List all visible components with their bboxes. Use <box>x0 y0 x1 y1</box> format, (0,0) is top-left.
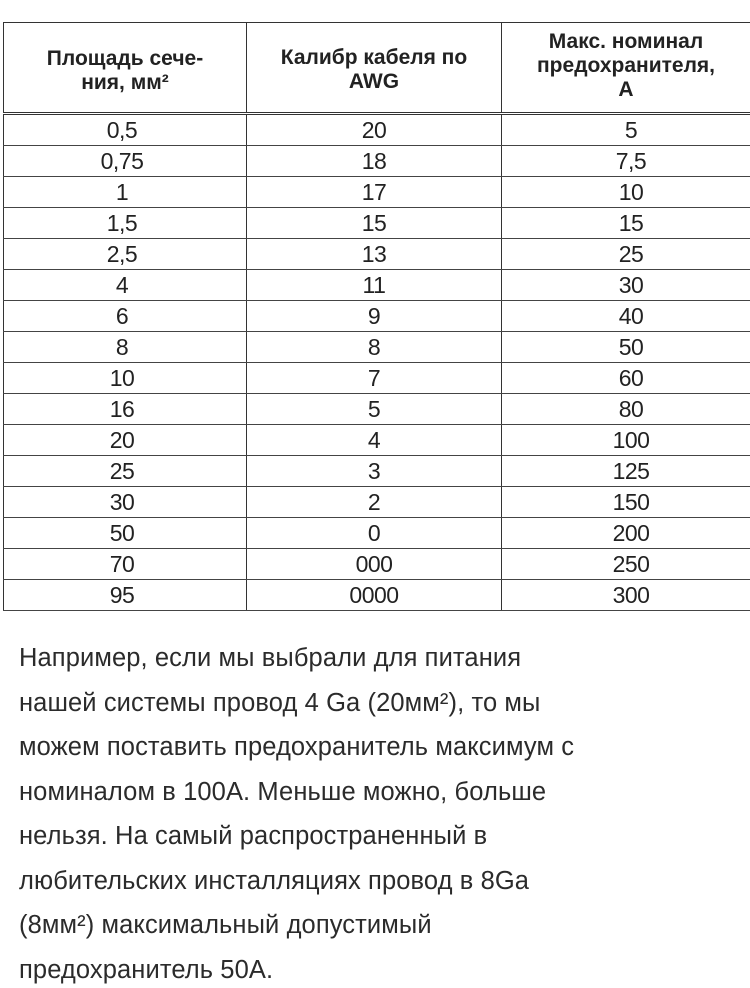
table-header-row <box>4 23 750 114</box>
cell-awg: 0 <box>247 518 502 549</box>
cell-fuse: 15 <box>502 208 750 239</box>
cell-fuse: 125 <box>502 456 750 487</box>
table-row <box>4 487 750 518</box>
header-awg-gauge-text: Калибр кабеля по AWG <box>280 45 468 93</box>
cell-cross-section: 0,75 <box>4 146 247 177</box>
cell-awg: 7 <box>247 363 502 394</box>
table-row <box>4 549 750 580</box>
table-row <box>4 363 750 394</box>
header-cross-section-text: Площадь сече-ния, мм² <box>46 46 204 94</box>
cell-fuse: 80 <box>502 394 750 425</box>
cell-cross-section: 30 <box>4 487 247 518</box>
table-header <box>4 23 750 114</box>
cell-cross-section: 2,5 <box>4 239 247 270</box>
cell-cross-section: 0,5 <box>4 114 247 146</box>
cell-awg: 13 <box>247 239 502 270</box>
table-row <box>4 239 750 270</box>
cell-fuse: 30 <box>502 270 750 301</box>
fuse-rating-table-container <box>3 22 750 611</box>
cell-fuse: 60 <box>502 363 750 394</box>
table-row <box>4 394 750 425</box>
table-row <box>4 456 750 487</box>
header-cross-section <box>4 23 247 114</box>
cell-cross-section: 50 <box>4 518 247 549</box>
fuse-rating-table <box>3 22 750 611</box>
cell-cross-section: 4 <box>4 270 247 301</box>
table-row <box>4 177 750 208</box>
cell-cross-section: 20 <box>4 425 247 456</box>
cell-fuse: 200 <box>502 518 750 549</box>
cell-fuse: 5 <box>502 114 750 146</box>
header-max-fuse-rating <box>502 23 750 114</box>
table-row <box>4 332 750 363</box>
header-max-fuse-rating-text: Макс. номинал предохранителя, А <box>537 29 715 101</box>
cell-awg: 8 <box>247 332 502 363</box>
table-body <box>4 114 750 611</box>
cell-cross-section: 16 <box>4 394 247 425</box>
cell-fuse: 7,5 <box>502 146 750 177</box>
table-row <box>4 425 750 456</box>
cell-awg: 2 <box>247 487 502 518</box>
table-row <box>4 114 750 146</box>
paragraph-line: любительских инсталляциях провод в 8Ga <box>19 866 530 895</box>
cell-awg: 18 <box>247 146 502 177</box>
cell-fuse: 40 <box>502 301 750 332</box>
cell-cross-section: 10 <box>4 363 247 394</box>
cell-fuse: 100 <box>502 425 750 456</box>
paragraph-line: номиналом в 100А. Меньше можно, больше <box>19 777 547 806</box>
table-row <box>4 146 750 177</box>
cell-fuse: 250 <box>502 549 750 580</box>
cell-fuse: 300 <box>502 580 750 611</box>
paragraph-line: нашей системы провод 4 Ga (20мм²), то мы <box>19 688 541 717</box>
cell-cross-section: 1,5 <box>4 208 247 239</box>
cell-fuse: 25 <box>502 239 750 270</box>
cell-cross-section: 25 <box>4 456 247 487</box>
paragraph-line: нельзя. На самый распространенный в <box>19 822 488 850</box>
table-row <box>4 208 750 239</box>
paragraph-line: Например, если мы выбрали для питания <box>19 644 522 672</box>
cell-awg: 000 <box>247 549 502 580</box>
cell-awg: 0000 <box>247 580 502 611</box>
cell-awg: 20 <box>247 114 502 146</box>
cell-cross-section: 1 <box>4 177 247 208</box>
cell-fuse: 50 <box>502 332 750 363</box>
cell-cross-section: 95 <box>4 580 247 611</box>
cell-fuse: 10 <box>502 177 750 208</box>
cell-fuse: 150 <box>502 487 750 518</box>
table-row <box>4 301 750 332</box>
cell-awg: 3 <box>247 456 502 487</box>
paragraph-line: предохранитель 50А. <box>19 955 274 984</box>
explanation-paragraph <box>19 636 739 988</box>
header-awg-gauge <box>247 23 502 114</box>
cell-awg: 4 <box>247 425 502 456</box>
cell-awg: 15 <box>247 208 502 239</box>
cell-cross-section: 70 <box>4 549 247 580</box>
table-row <box>4 580 750 611</box>
cell-awg: 11 <box>247 270 502 301</box>
paragraph-line: можем поставить предохранитель максимум с <box>19 733 575 761</box>
cell-awg: 17 <box>247 177 502 208</box>
cell-cross-section: 8 <box>4 332 247 363</box>
table-row <box>4 270 750 301</box>
cell-awg: 9 <box>247 301 502 332</box>
cell-cross-section: 6 <box>4 301 247 332</box>
table-row <box>4 518 750 549</box>
paragraph-line: (8мм²) максимальный допустимый <box>19 911 432 939</box>
cell-awg: 5 <box>247 394 502 425</box>
